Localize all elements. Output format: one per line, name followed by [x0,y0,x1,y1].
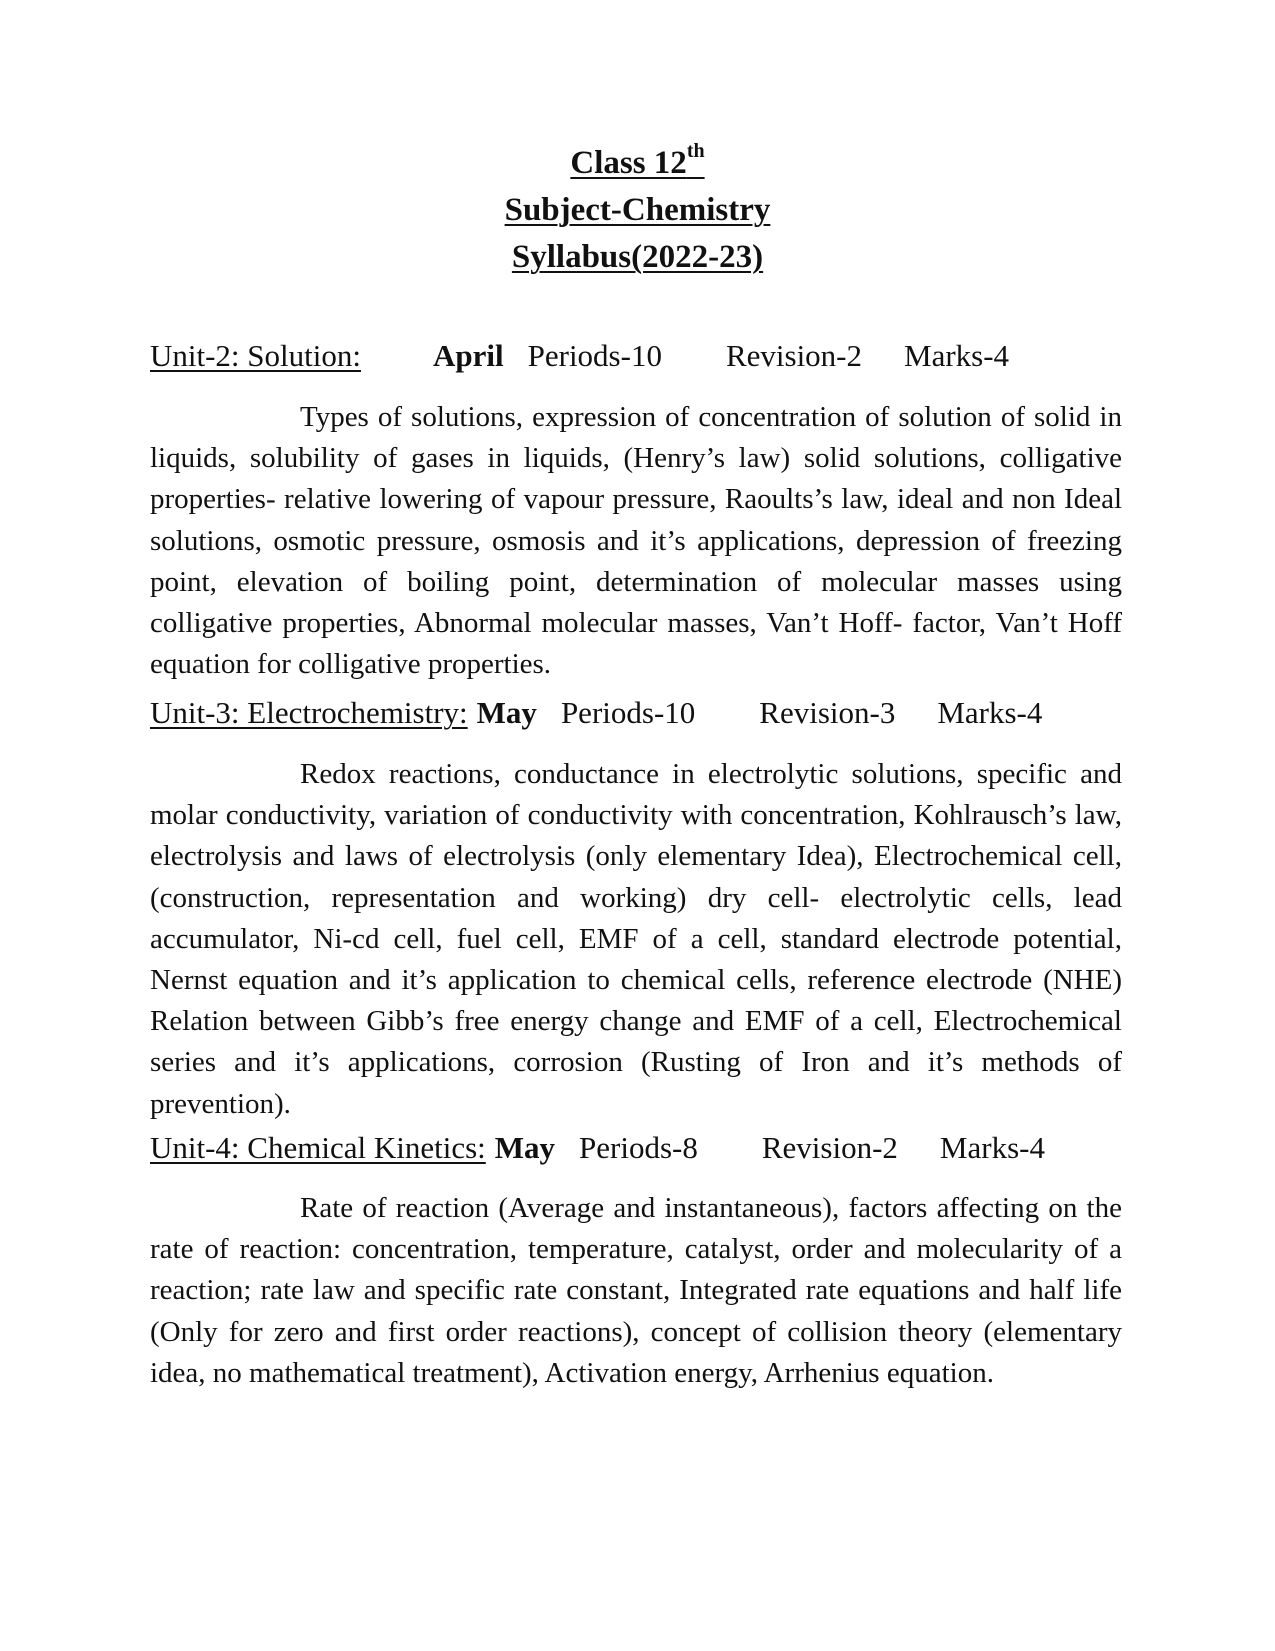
unit-month [477,693,537,733]
unit-4-content: Rate of reaction (Average and instantaneous), factors affecting on the rate of reaction: concentration, temperature, catalyst, order and molecularity of a reaction; rate law and specific rate constant, Integrated rate equations and half life (Only for zero and first order reactions), concept of collision theory (elementary idea, no mathematical treatment), Activation energy, Arrhenius equation. [150,1192,1122,1389]
unit-marks: Marks-4 [937,695,1043,730]
unit-periods: Periods-10 [527,338,662,373]
unit-title: Unit-3: Electrochemistry: [150,695,468,730]
class-title [0,140,1275,187]
unit-month-text: May [476,695,537,730]
unit-3-content: Redox reactions, conductance in electrolytic solutions, specific and molar conductivity, variation of conductivity with concentration, Kohlrausch’s law, electrolysis and laws of electrolysis (only elementary Idea), Electrochemical cell, (construction, representation and working) dry cell- electrolytic cells, lead accumulator, Ni-cd cell, fuel cell, EMF of a cell, standard electrode potential, Nernst equation and it’s application to chemical cells, reference electrode (NHE) Relation between Gibb’s free energy change and EMF of a cell, Electrochemical series and it’s applications, corrosion (Rusting of Iron and it’s methods of prevention). [150,758,1122,1120]
unit-title: Unit-4: Chemical Kinetics: [150,1130,486,1165]
class-title-superscript: th [686,140,705,162]
subject-title: Subject-Chemistry [504,192,771,228]
unit-marks: Marks-4 [904,338,1010,373]
unit-2-heading [150,336,1009,376]
unit-month [495,1128,555,1168]
unit-periods: Periods-8 [579,1130,698,1165]
class-title-text: Class 12 [570,145,687,181]
unit-month-text: May [494,1130,556,1165]
syllabus-title: Syllabus(2022-23) [511,239,764,275]
unit-periods: Periods-10 [560,695,696,730]
unit-title: Unit-2: Solution: [150,338,361,373]
title-block [0,140,1275,281]
unit-revision: Revision-3 [759,695,896,730]
unit-revision: Revision-2 [725,338,863,373]
unit-month-text: April [433,338,504,373]
unit-3-heading [150,693,1042,733]
unit-2-content: Types of solutions, expression of concentration of solution of solid in liquids, solubility of gases in liquids, (Henry’s law) solid solutions, colligative properties- relative lowering of vapour pressure, Raoults’s law, ideal and non Ideal solutions, osmotic pressure, osmosis and it’s applications, depression of freezing point, elevation of boiling point, determination of molecular masses using colligative properties, Abnormal molecular masses, Van’t Hoff- factor, Van’t Hoff equation for colligative properties. [150,401,1122,681]
unit-4-heading [150,1128,1045,1168]
unit-revision: Revision-2 [761,1130,898,1165]
unit-month [433,336,504,376]
unit-marks: Marks-4 [939,1130,1045,1165]
